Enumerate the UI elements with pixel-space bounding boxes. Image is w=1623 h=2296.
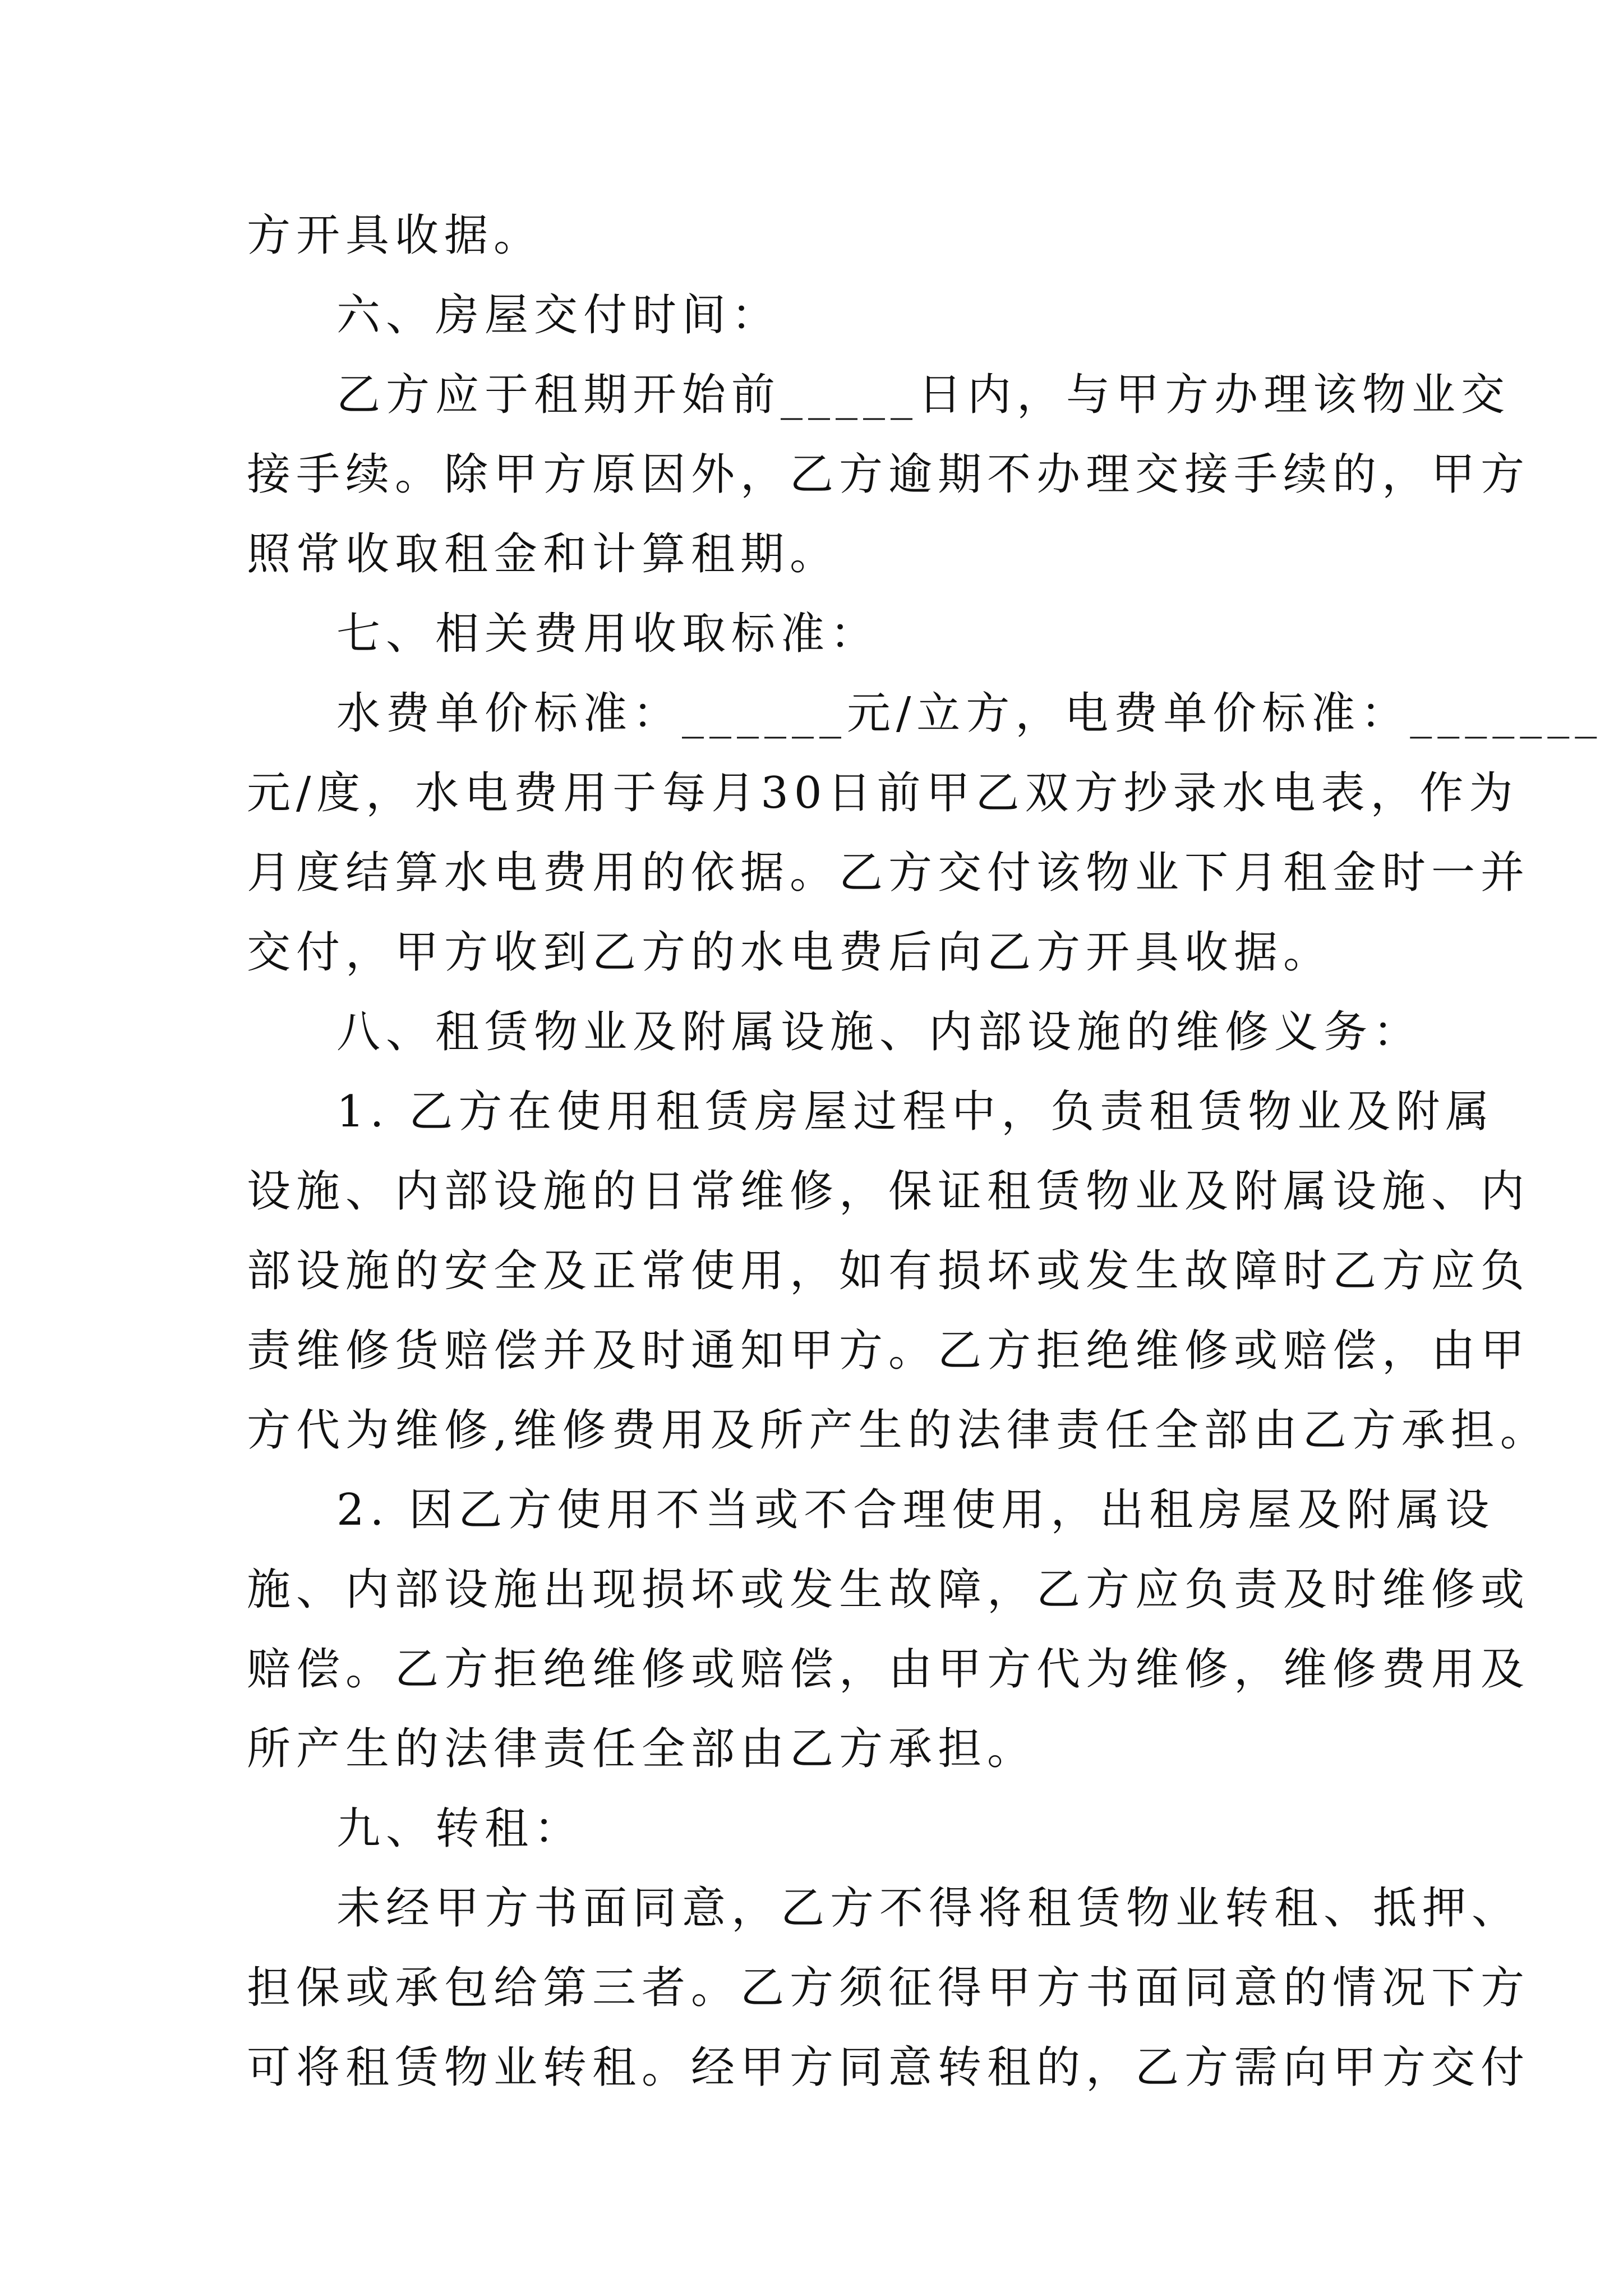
text-line: 部设施的安全及正常使用，如有损坏或发生故障时乙方应负 <box>247 1246 1530 1296</box>
text-line: 2. 因乙方使用不当或不合理使用，出租房屋及附属设 <box>336 1485 1495 1535</box>
text-line: 可将租赁物业转租。经甲方同意转租的，乙方需向甲方交付 <box>247 2042 1530 2093</box>
text-line: 水费单价标准：______元/立方，电费单价标准：_______ <box>336 688 1603 739</box>
text-line: 1. 乙方在使用租赁房屋过程中，负责租赁物业及附属 <box>336 1087 1495 1137</box>
text-line: 赔偿。乙方拒绝维修或赔偿，由甲方代为维修，维修费用及 <box>247 1644 1530 1695</box>
section-heading-9: 九、转租： <box>336 1803 584 1854</box>
text-line: 接手续。除甲方原因外，乙方逾期不办理交接手续的，甲方 <box>247 449 1530 500</box>
text-line: 交付，甲方收到乙方的水电费后向乙方开具收据。 <box>247 927 1333 978</box>
text-line: 责维修货赔偿并及时通知甲方。乙方拒绝维修或赔偿，由甲 <box>247 1326 1530 1376</box>
section-heading-8: 八、租赁物业及附属设施、内部设施的维修义务： <box>336 1007 1423 1057</box>
text-line: 担保或承包给第三者。乙方须征得甲方书面同意的情况下方 <box>247 1963 1530 2013</box>
text-line: 所产生的法律责任全部由乙方承担。 <box>247 1724 1037 1774</box>
text-line: 施、内部设施出现损坏或发生故障，乙方应负责及时维修或 <box>247 1565 1530 1615</box>
text-line: 设施、内部设施的日常维修，保证租赁物业及附属设施、内 <box>247 1166 1530 1217</box>
section-heading-7: 七、相关费用收取标准： <box>336 609 880 659</box>
text-line: 月度结算水电费用的依据。乙方交付该物业下月租金时一并 <box>247 848 1530 898</box>
text-line: 照常收取租金和计算租期。 <box>247 529 840 579</box>
text-line: 乙方应于租期开始前_____日内，与甲方办理该物业交 <box>336 370 1511 420</box>
text-line: 方代为维修,维修费用及所产生的法律责任全部由乙方承担。 <box>247 1405 1550 1456</box>
text-line: 未经甲方书面同意，乙方不得将租赁物业转租、抵押、 <box>336 1883 1521 1934</box>
text-line: 元/度，水电费用于每月30日前甲乙双方抄录水电表，作为 <box>247 768 1519 818</box>
section-heading-6: 六、房屋交付时间： <box>336 290 781 341</box>
text-line: 方开具收据。 <box>247 210 543 261</box>
